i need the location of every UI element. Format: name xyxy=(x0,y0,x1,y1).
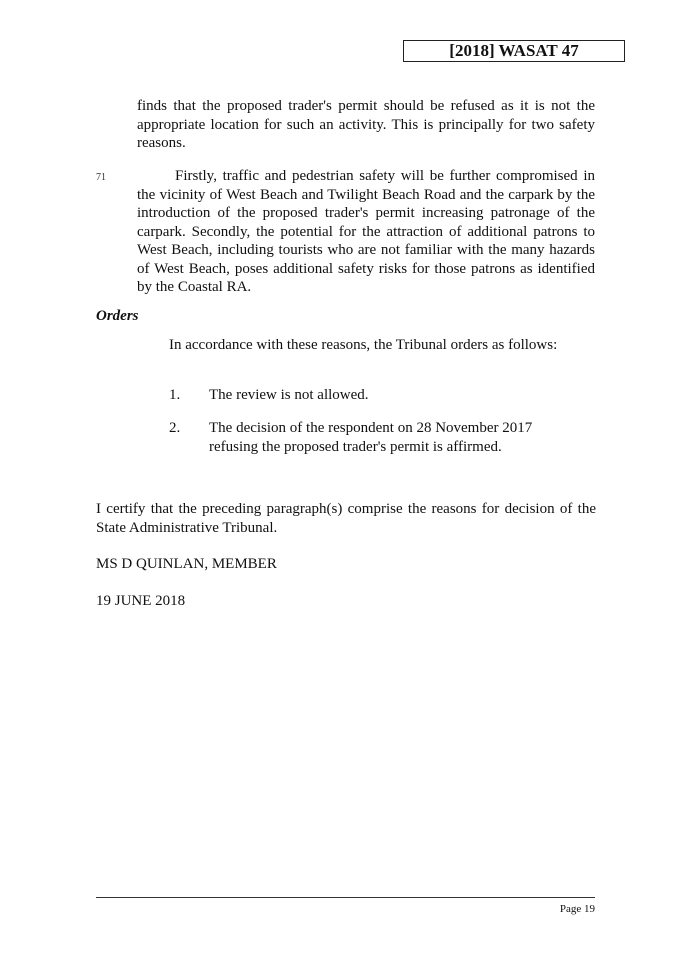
order-item-text: The review is not allowed. xyxy=(209,387,369,403)
member-name: MS D QUINLAN, MEMBER xyxy=(96,556,277,572)
orders-intro: In accordance with these reasons, the Tribunal orders as follows: xyxy=(169,337,558,353)
order-item-text: The decision of the respondent on 28 November 2017 refusing the proposed trader's permit is affirmed. xyxy=(209,420,533,455)
order-item-number: 1. xyxy=(169,387,181,403)
footer-divider xyxy=(96,897,595,898)
paragraph-71: Firstly, traffic and pedestrian safety will be further compromised in the vicinity of West Beach and Twilight Beach Road and the carpark by the introduction of the proposed trader's permit increasing patronage of the carpark. Secondly, the potential for the attraction of additional patrons to West Beach, including tourists who are not familiar with the many hazards of West Beach, poses additional safety risks for those patrons as identified by the Coastal RA. xyxy=(137,168,595,295)
decision-date: 19 JUNE 2018 xyxy=(96,593,186,609)
continuation-paragraph: finds that the proposed trader's permit should be refused as it is not the appropriate location for such an activity. This is principally for two safety reasons. xyxy=(137,98,595,151)
paragraph-number: 71 xyxy=(96,172,106,183)
orders-heading: Orders xyxy=(96,308,139,324)
certification-paragraph: I certify that the preceding paragraph(s) comprise the reasons for decision of the State Administrative Tribunal. xyxy=(96,501,596,536)
page-number: Page 19 xyxy=(559,903,595,915)
case-citation: [2018] WASAT 47 xyxy=(403,40,625,62)
order-item-number: 2. xyxy=(169,420,181,436)
